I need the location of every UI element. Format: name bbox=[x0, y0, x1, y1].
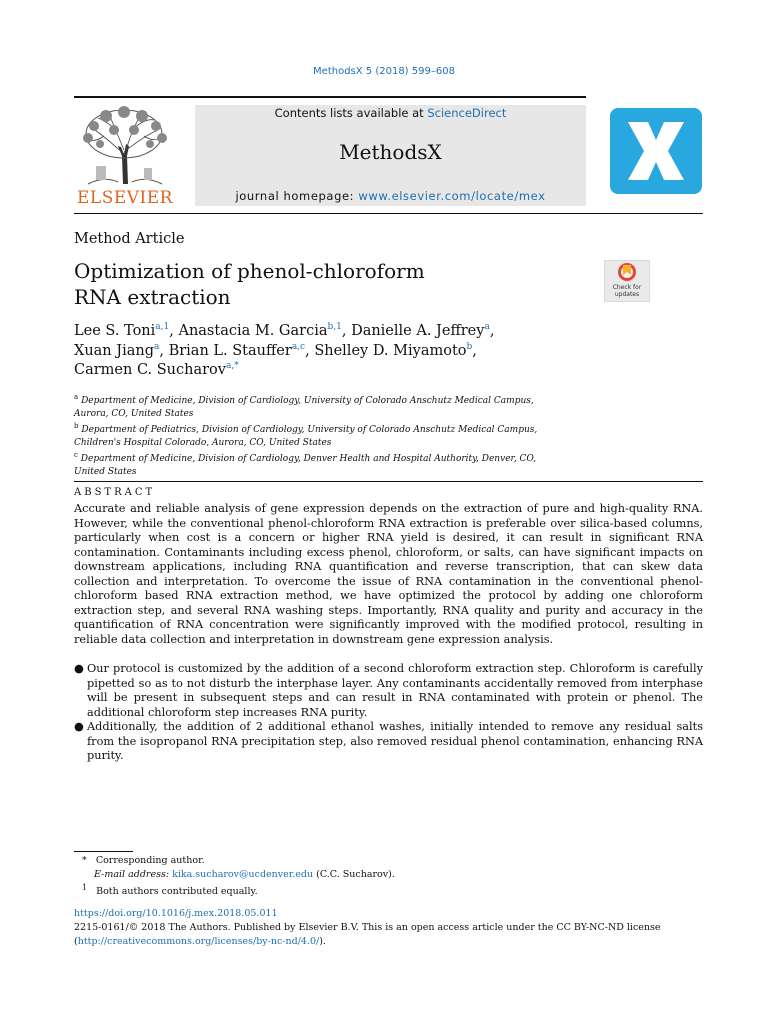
license-prefix: 2215-0161/© 2018 The Authors. Published by Elsevier B.V. This is an open access article under the CC BY-NC-ND license ( bbox=[74, 922, 661, 947]
footnote-mark: 1 bbox=[82, 883, 88, 892]
license-link[interactable]: http://creativecommons.org/licenses/by-nc-nd/4.0/ bbox=[77, 935, 320, 947]
license-statement bbox=[74, 921, 703, 948]
check-updates-text bbox=[604, 284, 650, 298]
title-line-2: RNA extraction bbox=[74, 285, 231, 309]
check-updates-line-2: updates bbox=[614, 291, 640, 298]
header-top-rule bbox=[74, 96, 586, 98]
check-updates-line-1: Check for bbox=[612, 284, 642, 291]
elsevier-wordmark: ELSEVIER bbox=[77, 188, 173, 208]
author-separator: , bbox=[341, 323, 352, 339]
affiliation-item bbox=[74, 420, 554, 449]
contents-line bbox=[195, 106, 586, 120]
author-name: Lee S. Toni bbox=[74, 323, 156, 339]
affiliation-list bbox=[74, 391, 554, 478]
journal-reference[interactable]: MethodsX 5 (2018) 599–608 bbox=[313, 66, 455, 77]
homepage-line bbox=[195, 189, 586, 203]
author-affiliation-mark[interactable]: b bbox=[466, 341, 473, 352]
contents-prefix: Contents lists available at bbox=[274, 106, 428, 120]
affiliation-item bbox=[74, 449, 554, 478]
journal-name: MethodsX bbox=[339, 140, 442, 164]
author-affiliation-mark[interactable]: a,* bbox=[225, 361, 239, 372]
author-name: Xuan Jiang bbox=[74, 342, 154, 359]
abstract-rule bbox=[74, 481, 703, 482]
affiliation-item bbox=[74, 391, 554, 420]
author-name: Shelley D. Miyamoto bbox=[314, 342, 467, 359]
author-list bbox=[74, 322, 594, 381]
affiliation-text: Department of Pediatrics, Division of Cardiology, University of Colorado Anschutz Medical Campus, Children's Hospital Colorado, Aurora, CO, United States bbox=[74, 425, 538, 448]
footnote-mark: * bbox=[82, 855, 87, 866]
email-suffix: (C.C. Sucharov). bbox=[313, 868, 395, 880]
author-separator: , bbox=[169, 323, 179, 339]
homepage-prefix: journal homepage: bbox=[235, 189, 359, 203]
abstract-heading: ABSTRACT bbox=[74, 487, 156, 498]
footnote-rule bbox=[74, 851, 133, 852]
author-affiliation-mark[interactable]: a bbox=[153, 341, 160, 352]
elsevier-tree-icon bbox=[74, 106, 176, 188]
author-separator: , bbox=[472, 342, 477, 359]
footnote-text: Corresponding author. bbox=[95, 855, 205, 866]
author-affiliation-mark[interactable]: a,1 bbox=[155, 322, 170, 333]
license-suffix: ). bbox=[319, 935, 326, 947]
check-for-updates-badge[interactable] bbox=[604, 260, 650, 302]
affiliation-label: b bbox=[74, 422, 79, 430]
methodsx-logo[interactable] bbox=[610, 108, 702, 194]
equal-contribution-note bbox=[74, 881, 703, 899]
highlight-item bbox=[74, 662, 703, 720]
email-note bbox=[74, 868, 703, 882]
author-affiliation-mark[interactable]: a bbox=[484, 322, 490, 333]
bullet-icon: ● bbox=[74, 662, 84, 675]
email-link[interactable]: kika.sucharov@ucdenver.edu bbox=[172, 868, 314, 880]
corresponding-author-note bbox=[74, 854, 703, 868]
abstract-body: Accurate and reliable analysis of gene expression depends on the extraction of pure and high-quality RNA. However, while the conventional phenol-chloroform RNA extraction is preferable over silica-based columns, particularly when cost is a concern or higher RNA yield is desired, it can result in significant RNA contamination. Contaminants including excess phenol, chloroform, or salts, can have significant impacts on downstream applications, including RNA quantification and reverse transcription, that can skew data collection and interpretation. To overcome the issue of RNA contamination in the conventional phenol-chloroform based RNA extraction method, we have optimized the protocol by adding one chloroform extraction step, and several RNA washing steps. Importantly, RNA quality and purity and accuracy in the quantification of RNA concentration were significantly improved with the modified protocol, resulting in reliable data collection and interpretation in downstream gene expression analysis. bbox=[74, 502, 703, 646]
homepage-link[interactable]: www.elsevier.com/locate/mex bbox=[358, 189, 546, 203]
bullet-icon: ● bbox=[74, 720, 84, 733]
highlight-text: Our protocol is customized by the addition of a second chloroform extraction step. Chloroform is carefully pipetted so as to not disturb the interphase layer. Any contaminants accidentally removed from interphase will be present in subsequent steps and can result in RNA contaminated with protein or phenol. The additional chloroform step increases RNA purity. bbox=[87, 662, 703, 719]
author-name: Danielle A. Jeffrey bbox=[351, 323, 485, 339]
sciencedirect-link[interactable]: ScienceDirect bbox=[427, 106, 507, 120]
footnote-text: Both authors contributed equally. bbox=[96, 886, 258, 898]
author-affiliation-mark[interactable]: a,c bbox=[291, 341, 306, 352]
author-separator: , bbox=[305, 342, 315, 359]
doi-link[interactable]: https://doi.org/10.1016/j.mex.2018.05.011 bbox=[74, 908, 278, 919]
highlight-item bbox=[74, 720, 703, 764]
author-name: Brian L. Stauffer bbox=[168, 342, 292, 359]
author-separator: , bbox=[489, 323, 495, 339]
author-separator: , bbox=[159, 342, 169, 359]
highlight-text: Additionally, the addition of 2 additional ethanol washes, initially intended to remove any residual salts from the isopropanol RNA precipitation step, also removed residual phenol contamination, enhancing RNA purity. bbox=[87, 720, 703, 762]
footnotes bbox=[74, 854, 703, 899]
author-name: Anastacia M. Garcia bbox=[178, 323, 328, 339]
affiliation-text: Department of Medicine, Division of Cardiology, Denver Health and Hospital Authority, Denver, CO, United States bbox=[74, 454, 537, 477]
title-line-1: Optimization of phenol-chloroform bbox=[74, 259, 425, 283]
author-affiliation-mark[interactable]: b,1 bbox=[327, 322, 342, 333]
email-label: E-mail address: bbox=[94, 868, 173, 880]
article-type: Method Article bbox=[74, 231, 185, 247]
highlights-list bbox=[74, 662, 703, 764]
affiliation-label: a bbox=[74, 393, 79, 401]
methodsx-x-icon bbox=[610, 108, 702, 194]
article-title bbox=[74, 258, 534, 310]
affiliation-text: Department of Medicine, Division of Cardiology, University of Colorado Anschutz Medical Campus, Aurora, CO, United States bbox=[74, 396, 534, 419]
header-bottom-rule bbox=[74, 213, 703, 214]
affiliation-label: c bbox=[74, 451, 78, 459]
author-name: Carmen C. Sucharov bbox=[74, 362, 226, 378]
